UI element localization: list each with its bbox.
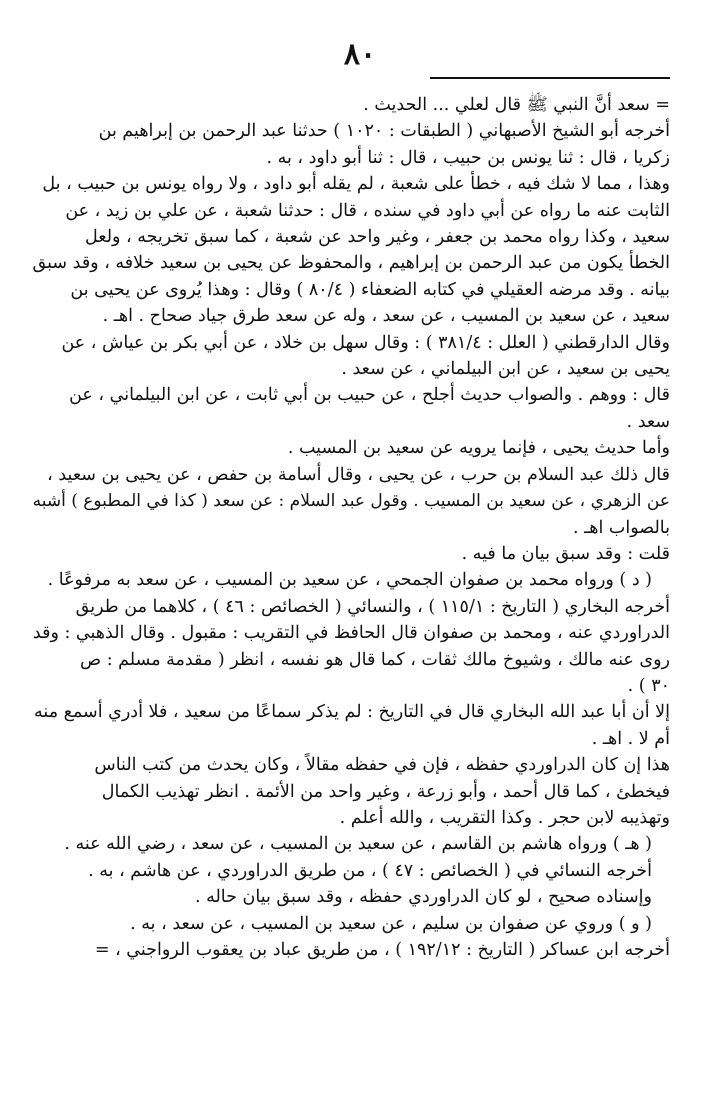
- text-line: ( د ) ورواه محمد بن صفوان الجمحي ، عن سعيد بن المسيب ، عن سعد به مرفوعًا .: [47, 570, 652, 591]
- text-line: الدراوردي عنه ، ومحمد بن صفوان قال الحافظ في التقريب : مقبول . وقال الذهبي : وقد: [32, 623, 670, 644]
- text-line: روى عنه مالك ، وشيوخ مالك ثقات ، كما قال هو نفسه ، انظر ( مقدمة مسلم : ص: [79, 649, 670, 670]
- text-line: ٣٠ ) .: [627, 675, 670, 696]
- text-line: بالصواب اهـ .: [573, 517, 670, 538]
- text-line: الخطأ يكون من عبد الرحمن بن إبراهيم ، والمحفوظ عن يحيى بن سعيد خلافه ، وقد سبق: [32, 253, 670, 274]
- text-line: فيخطئ ، كما قال أحمد ، وأبو زرعة ، وغير واحد من الأئمة . انظر تهذيب الكمال: [101, 781, 670, 802]
- text-line: سعيد ، عن سعيد بن المسيب ، عن سعد ، وله عن سعد طرق جياد صحاح . اهـ .: [102, 306, 670, 327]
- text-body: [28, 92, 670, 963]
- text-line: وقال الدارقطني ( العلل : ٣٨١/٤ ) : وقال سهل بن خلاد ، عن أبي بكر بن عياش ، عن: [61, 332, 670, 353]
- text-line: ( و ) وروي عن صفوان بن سليم ، عن سعيد بن المسيب ، عن سعد ، به .: [130, 913, 652, 934]
- text-line: سعيد ، وكذا رواه محمد بن جعفر ، وغير واحد عن شعبة ، كما سبق تخريجه ، ولعل: [85, 227, 670, 248]
- page-number: ٨٠: [343, 37, 377, 72]
- text-line: قال : ووهم . والصواب حديث أجلح ، عن حبيب بن أبي ثابت ، عن ابن البيلماني ، عن: [69, 385, 670, 406]
- text-line: وهذا ، مما لا شك فيه ، خطأ على شعبة ، لم يقله أبو داود ، ولا رواه يونس بن حبيب ، بل: [42, 174, 670, 195]
- text-line: زكريا ، قال : ثنا يونس بن حبيب ، قال : ثنا أبو داود ، به .: [266, 147, 670, 168]
- text-line: أخرجه ابن عساكر ( التاريخ : ١٩٢/١٢ ) ، من طريق عباد بن يعقوب الرواجني ، =: [94, 940, 670, 960]
- text-line: أم لا . اهـ .: [591, 728, 670, 749]
- text-line: إلا أن أبا عبد الله البخاري قال في التاريخ : لم يذكر سماعًا من سعيد ، فلا أدري أسمع منه: [34, 702, 670, 723]
- text-line: أخرجه النسائي في ( الخصائص : ٤٧ ) ، من طريق الدراوردي ، عن هاشم ، به .: [88, 860, 652, 881]
- text-line: سعد .: [626, 411, 670, 432]
- text-line: وتهذيبه لابن حجر . وكذا التقريب ، والله أعلم .: [339, 807, 670, 828]
- text-line: وإسناده صحيح ، لو كان الدراوردي حفظه ، وقد سبق بيان حاله .: [194, 887, 652, 908]
- text-line: بيانه . وقد مرضه العقيلي في كتابه الضعفاء ( ٨٠/٤ ) وقال : وهذا يُروى عن يحيى بن: [70, 279, 670, 300]
- text-line: الثابت عنه ما رواه عن أبي داود في سنده ، قال : حدثنا شعبة ، عن علي بن زيد ، عن: [65, 200, 670, 221]
- text-line: وأما حديث يحيى ، فإنما يرويه عن سعيد بن المسيب .: [287, 438, 670, 459]
- text-line: أخرجه البخاري ( التاريخ : ١١٥/١ ) ، والنسائي ( الخصائص : ٤٦ ) ، كلاهما من طريق: [75, 596, 670, 617]
- header-rule: [430, 77, 670, 79]
- text-line: هذا إن كان الدراوردي حفظه ، فإن في حفظه مقالاً ، وكان يحدث من كتب الناس: [94, 755, 670, 776]
- text-line: عن الزهري ، عن سعيد بن المسيب . وقول عبد السلام : عن سعد ( كذا في المطبوع ) أشبه: [32, 491, 670, 512]
- text-line: قال ذلك عبد السلام بن حرب ، عن يحيى ، وقال أسامة بن حفص ، عن يحيى بن سعيد ،: [47, 464, 670, 485]
- text-line: ( هـ ) ورواه هاشم بن القاسم ، عن سعيد بن المسيب ، عن سعد ، رضي الله عنه .: [64, 834, 652, 855]
- text-line: أخرجه أبو الشيخ الأصبهاني ( الطبقات : ١٠٢٠ ) حدثنا عبد الرحمن بن إبراهيم بن: [98, 121, 670, 142]
- text-line: = سعد أنَّ النبي ﷺ قال لعلي ... الحديث .: [363, 95, 670, 115]
- text-line: قلت : وقد سبق بيان ما فيه .: [461, 543, 670, 564]
- text-line: يحيى بن سعيد ، عن ابن البيلماني ، عن سعد .: [341, 359, 670, 380]
